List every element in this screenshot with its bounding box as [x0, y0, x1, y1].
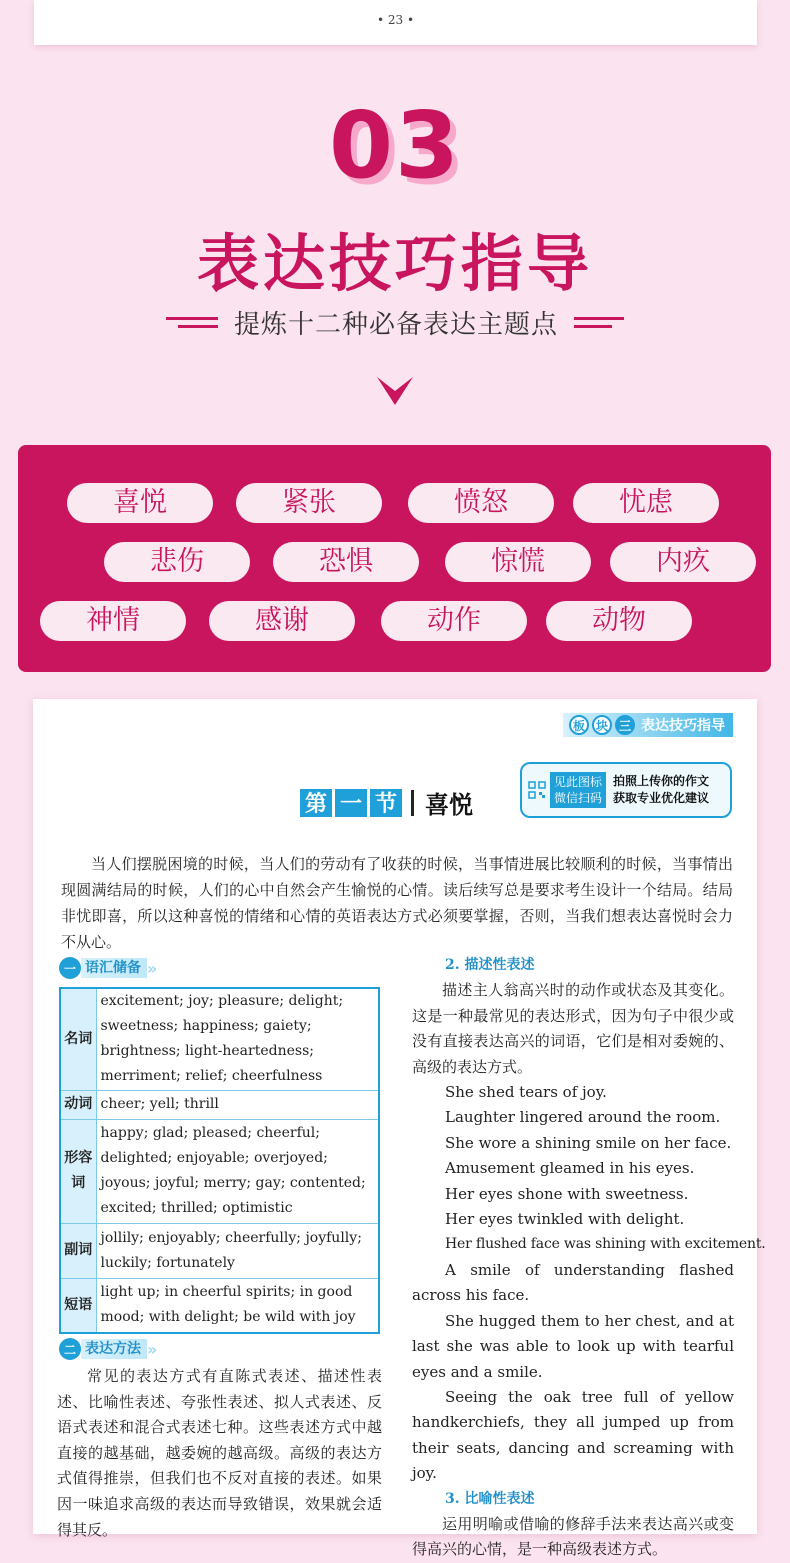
category-cell: 形容词 [60, 1119, 96, 1223]
topic-tag[interactable]: 悲伤 [104, 542, 250, 582]
block-char: 块 [592, 715, 612, 735]
promo-scan-label: 见此图标 微信扫码 [550, 772, 606, 808]
chapter-divider [411, 790, 414, 816]
words-cell: cheer; yell; thrill [96, 1090, 379, 1119]
section-title: 表达技巧指导 [196, 227, 593, 300]
words-cell: happy; glad; pleased; cheerful; delighted; enjoyable; overjoyed; joyous; joyful; merry; gay; contented; excited; thrilled; optimistic [96, 1119, 379, 1223]
block-char: 三 [615, 715, 635, 735]
topic-tag[interactable]: 动作 [381, 601, 527, 641]
table-row [60, 1119, 379, 1223]
metaphor-paragraph: 运用明喻或借喻的修辞手法来表达高兴或变得高兴的心情，是一种高级表述方式。 [412, 1514, 734, 1559]
topic-tag[interactable]: 喜悦 [67, 483, 213, 523]
chapter-char: 第 [300, 789, 332, 817]
example-sentence: Her eyes twinkled with delight. [445, 1210, 685, 1229]
example-sentence: Her flushed face was shining with excitement. [445, 1236, 766, 1253]
example-sentence: Amusement gleamed in his eyes. [445, 1159, 695, 1178]
category-cell: 动词 [60, 1090, 96, 1119]
block-title: 表达技巧指导 [641, 718, 725, 734]
topic-tag[interactable]: 感谢 [209, 601, 355, 641]
topic-tag[interactable]: 神情 [40, 601, 186, 641]
chapter-char: 一 [335, 789, 367, 817]
example-sentence: She wore a shining smile on her face. [445, 1133, 732, 1152]
qr-code-icon [528, 781, 546, 799]
double-chevron-icon: » [147, 1339, 155, 1359]
page-number: • 23 • [376, 13, 415, 27]
topic-tag[interactable]: 内疚 [610, 542, 756, 582]
table-row [60, 1278, 379, 1333]
previous-page-card [34, 0, 757, 45]
section-number: 03 [328, 92, 462, 199]
words-cell: excitement; joy; pleasure; delight; sweetness; happiness; gaiety; brightness; light-heartedness; merriment; relief; cheerfulness [96, 988, 379, 1090]
example-sentence: She shed tears of joy. [445, 1083, 607, 1102]
topic-tag[interactable]: 恐惧 [273, 542, 419, 582]
vocabulary-table [59, 987, 380, 1334]
section-heading-methods [59, 1338, 154, 1360]
intro-paragraph: 当人们摆脱困境的时候，当人们的劳动有了收获的时候，当事情进展比较顺利的时候，当事情出现圆满结局的时候，人们的心中自然会产生愉悦的心情。读后续写总是要求考生设计一个结局。结局非忧即喜，所以这种喜悦的情绪和心情的英语表达方式必须要掌握，否则，当我们想表达喜悦时会力不从心。 [61, 855, 733, 951]
words-cell: jollily; enjoyably; cheerfully; joyfully; luckily; fortunately [96, 1223, 379, 1278]
topic-tag-panel [18, 445, 771, 672]
example-sentence: Laughter lingered around the room. [445, 1108, 721, 1127]
wechat-promo-box[interactable] [520, 762, 732, 818]
example-sentence: A smile of understanding flashed across his face. [412, 1260, 734, 1305]
subtitle-row [0, 302, 790, 342]
chapter-title: 喜悦 [425, 791, 473, 819]
section-number-badge: 二 [59, 1338, 81, 1360]
words-cell: light up; in cheerful spirits; in good mood; with delight; be wild with joy [96, 1278, 379, 1333]
example-sentence: She hugged them to her chest, and at last she was able to look up with tearful eyes and a smile. [412, 1311, 734, 1381]
category-cell: 短语 [60, 1278, 96, 1333]
textbook-page [33, 699, 766, 1559]
example-sentence: Her eyes shone with sweetness. [445, 1184, 689, 1203]
descriptive-paragraph: 描述主人翁高兴时的动作或状态及其变化。这是一种最常见的表达形式，因为句子中很少或没有直接表达高兴的词语，它们是相对委婉的、高级的表达方式。 [412, 981, 734, 1076]
block-char: 板 [569, 715, 589, 735]
topic-tag[interactable]: 动物 [546, 601, 692, 641]
chapter-char: 节 [370, 789, 402, 817]
chevron-down-icon [377, 377, 413, 405]
table-row [60, 988, 379, 1090]
chapter-heading [300, 785, 473, 820]
block-label [563, 713, 733, 737]
example-sentence: Seeing the oak tree full of yellow handkerchiefs, they all jumped up from their seats, dancing and screaming with joy. [412, 1387, 734, 1483]
topic-tag[interactable]: 惊慌 [445, 542, 591, 582]
subheading-descriptive: 2. 描述性表述 [445, 957, 535, 973]
category-cell: 副词 [60, 1223, 96, 1278]
topic-tag[interactable]: 愤怒 [408, 483, 554, 523]
double-chevron-icon: » [147, 958, 155, 978]
subheading-metaphor: 3. 比喻性表述 [445, 1490, 535, 1507]
right-deco-lines [574, 317, 624, 328]
section-subtitle: 提炼十二种必备表达主题点 [233, 309, 558, 340]
right-column [412, 953, 766, 1563]
section-label: 表达方法 [81, 1339, 147, 1359]
topic-tag[interactable]: 忧虑 [573, 483, 719, 523]
table-row [60, 1223, 379, 1278]
table-row [60, 1090, 379, 1119]
left-deco-lines [166, 317, 218, 328]
methods-paragraph: 常见的表达方式有直陈式表述、描述性表述、比喻性表述、夸张性表述、拟人式表述、反语式表述和混合式表述七种。这些表述方式中越直接的越基础，越委婉的越高级。高级的表达方式值得推崇，但我们也不反对直接的表述。如果因一味追求高级的表达而导致错误，效果就会适得其反。 [57, 1367, 382, 1539]
section-label: 语汇储备 [81, 958, 147, 978]
section-heading-vocab [59, 957, 154, 979]
topic-tag[interactable]: 紧张 [236, 483, 382, 523]
promo-description: 拍照上传你的作文 获取专业优化建议 [613, 774, 710, 805]
category-cell: 名词 [60, 988, 96, 1090]
section-number-badge: 一 [59, 957, 81, 979]
